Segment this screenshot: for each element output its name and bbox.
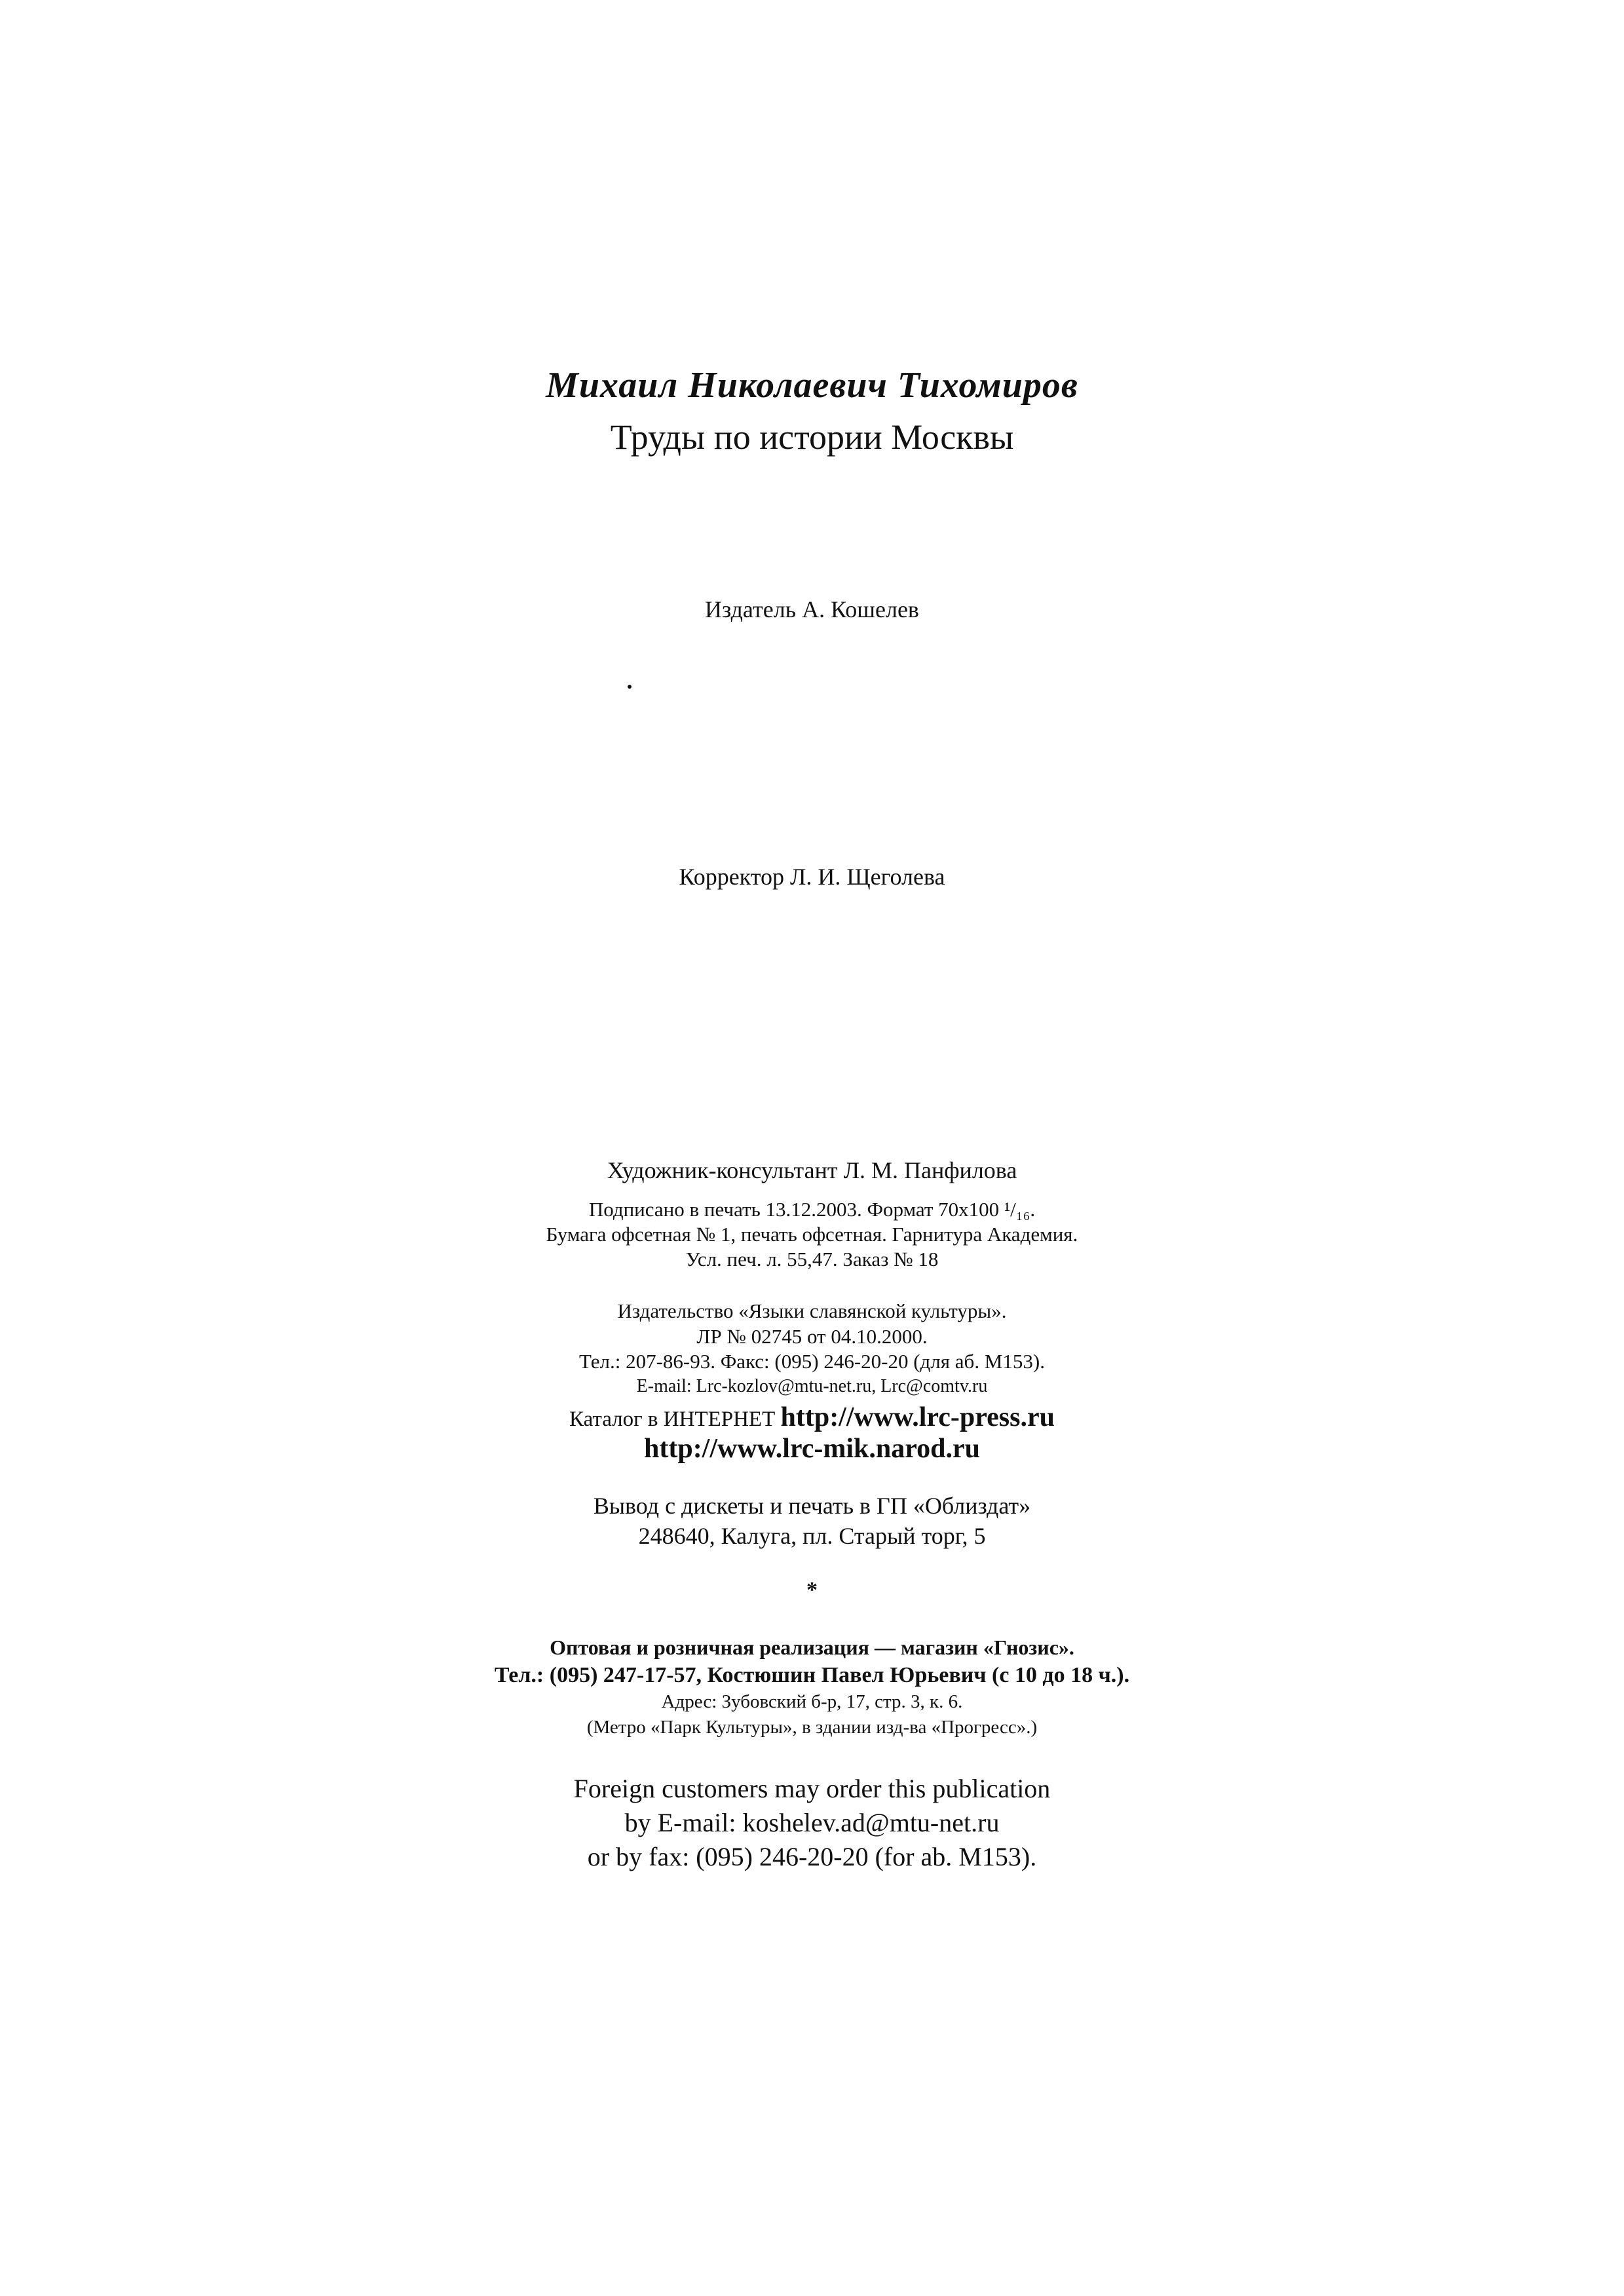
catalog-url-1: http://www.lrc-press.ru: [780, 1402, 1055, 1432]
author-name: Михаил Николаевич Тихомиров: [546, 365, 1078, 406]
catalog-url-2: http://www.lrc-mik.narod.ru: [644, 1434, 980, 1464]
publishing-house-line: Тел.: 207-86-93. Факс: (095) 246-20-20 (для аб. М153).: [579, 1350, 1045, 1373]
section-separator: *: [806, 1578, 818, 1602]
sales-line: (Метро «Парк Культуры», в здании изд-ва «Прогресс».): [586, 1717, 1038, 1738]
sales-line: Тел.: (095) 247-17-57, Костюшин Павел Юрьевич (с 10 до 18 ч.).: [494, 1663, 1130, 1687]
catalog-line: [0, 1404, 1624, 1431]
publishing-house-email: E-mail: Lrc-kozlov@mtu-net.ru, Lrc@comtv.ru: [636, 1376, 988, 1396]
book-title: Труды по истории Москвы: [610, 417, 1014, 457]
stray-dot-mark: [628, 685, 632, 689]
foreign-orders-line: or by fax: (095) 246-20-20 (for ab. M153).: [587, 1842, 1037, 1871]
printing-line: 248640, Калуга, пл. Старый торг, 5: [638, 1523, 986, 1549]
imprint-line: Усл. печ. л. 55,47. Заказ № 18: [685, 1248, 939, 1271]
publishing-house-line: Издательство «Языки славянской культуры».: [617, 1299, 1007, 1322]
foreign-orders-line: by E-mail: koshelev.ad@mtu-net.ru: [624, 1808, 1000, 1837]
imprint-line: Подписано в печать 13.12.2003. Формат 70x100 ¹/₁₆.: [588, 1198, 1036, 1221]
corrector-credit: Корректор Л. И. Щеголева: [679, 864, 945, 890]
foreign-orders-line: Foreign customers may order this publication: [573, 1774, 1051, 1803]
sales-line: Адрес: Зубовский б-р, 17, стр. 3, к. 6.: [661, 1691, 963, 1712]
publishing-house-line: ЛР № 02745 от 04.10.2000.: [696, 1325, 928, 1348]
catalog-label: Каталог в ИНТЕРНЕТ: [569, 1407, 776, 1431]
imprint-line: Бумага офсетная № 1, печать офсетная. Гарнитура Академия.: [546, 1223, 1078, 1246]
publisher-credit: Издатель А. Кошелев: [705, 596, 919, 622]
printing-line: Вывод с дискеты и печать в ГП «Облиздат»: [593, 1493, 1031, 1519]
sales-line: Оптовая и розничная реализация — магазин «Гнозис».: [550, 1636, 1074, 1659]
artist-credit: Художник-консультант Л. М. Панфилова: [607, 1157, 1017, 1183]
